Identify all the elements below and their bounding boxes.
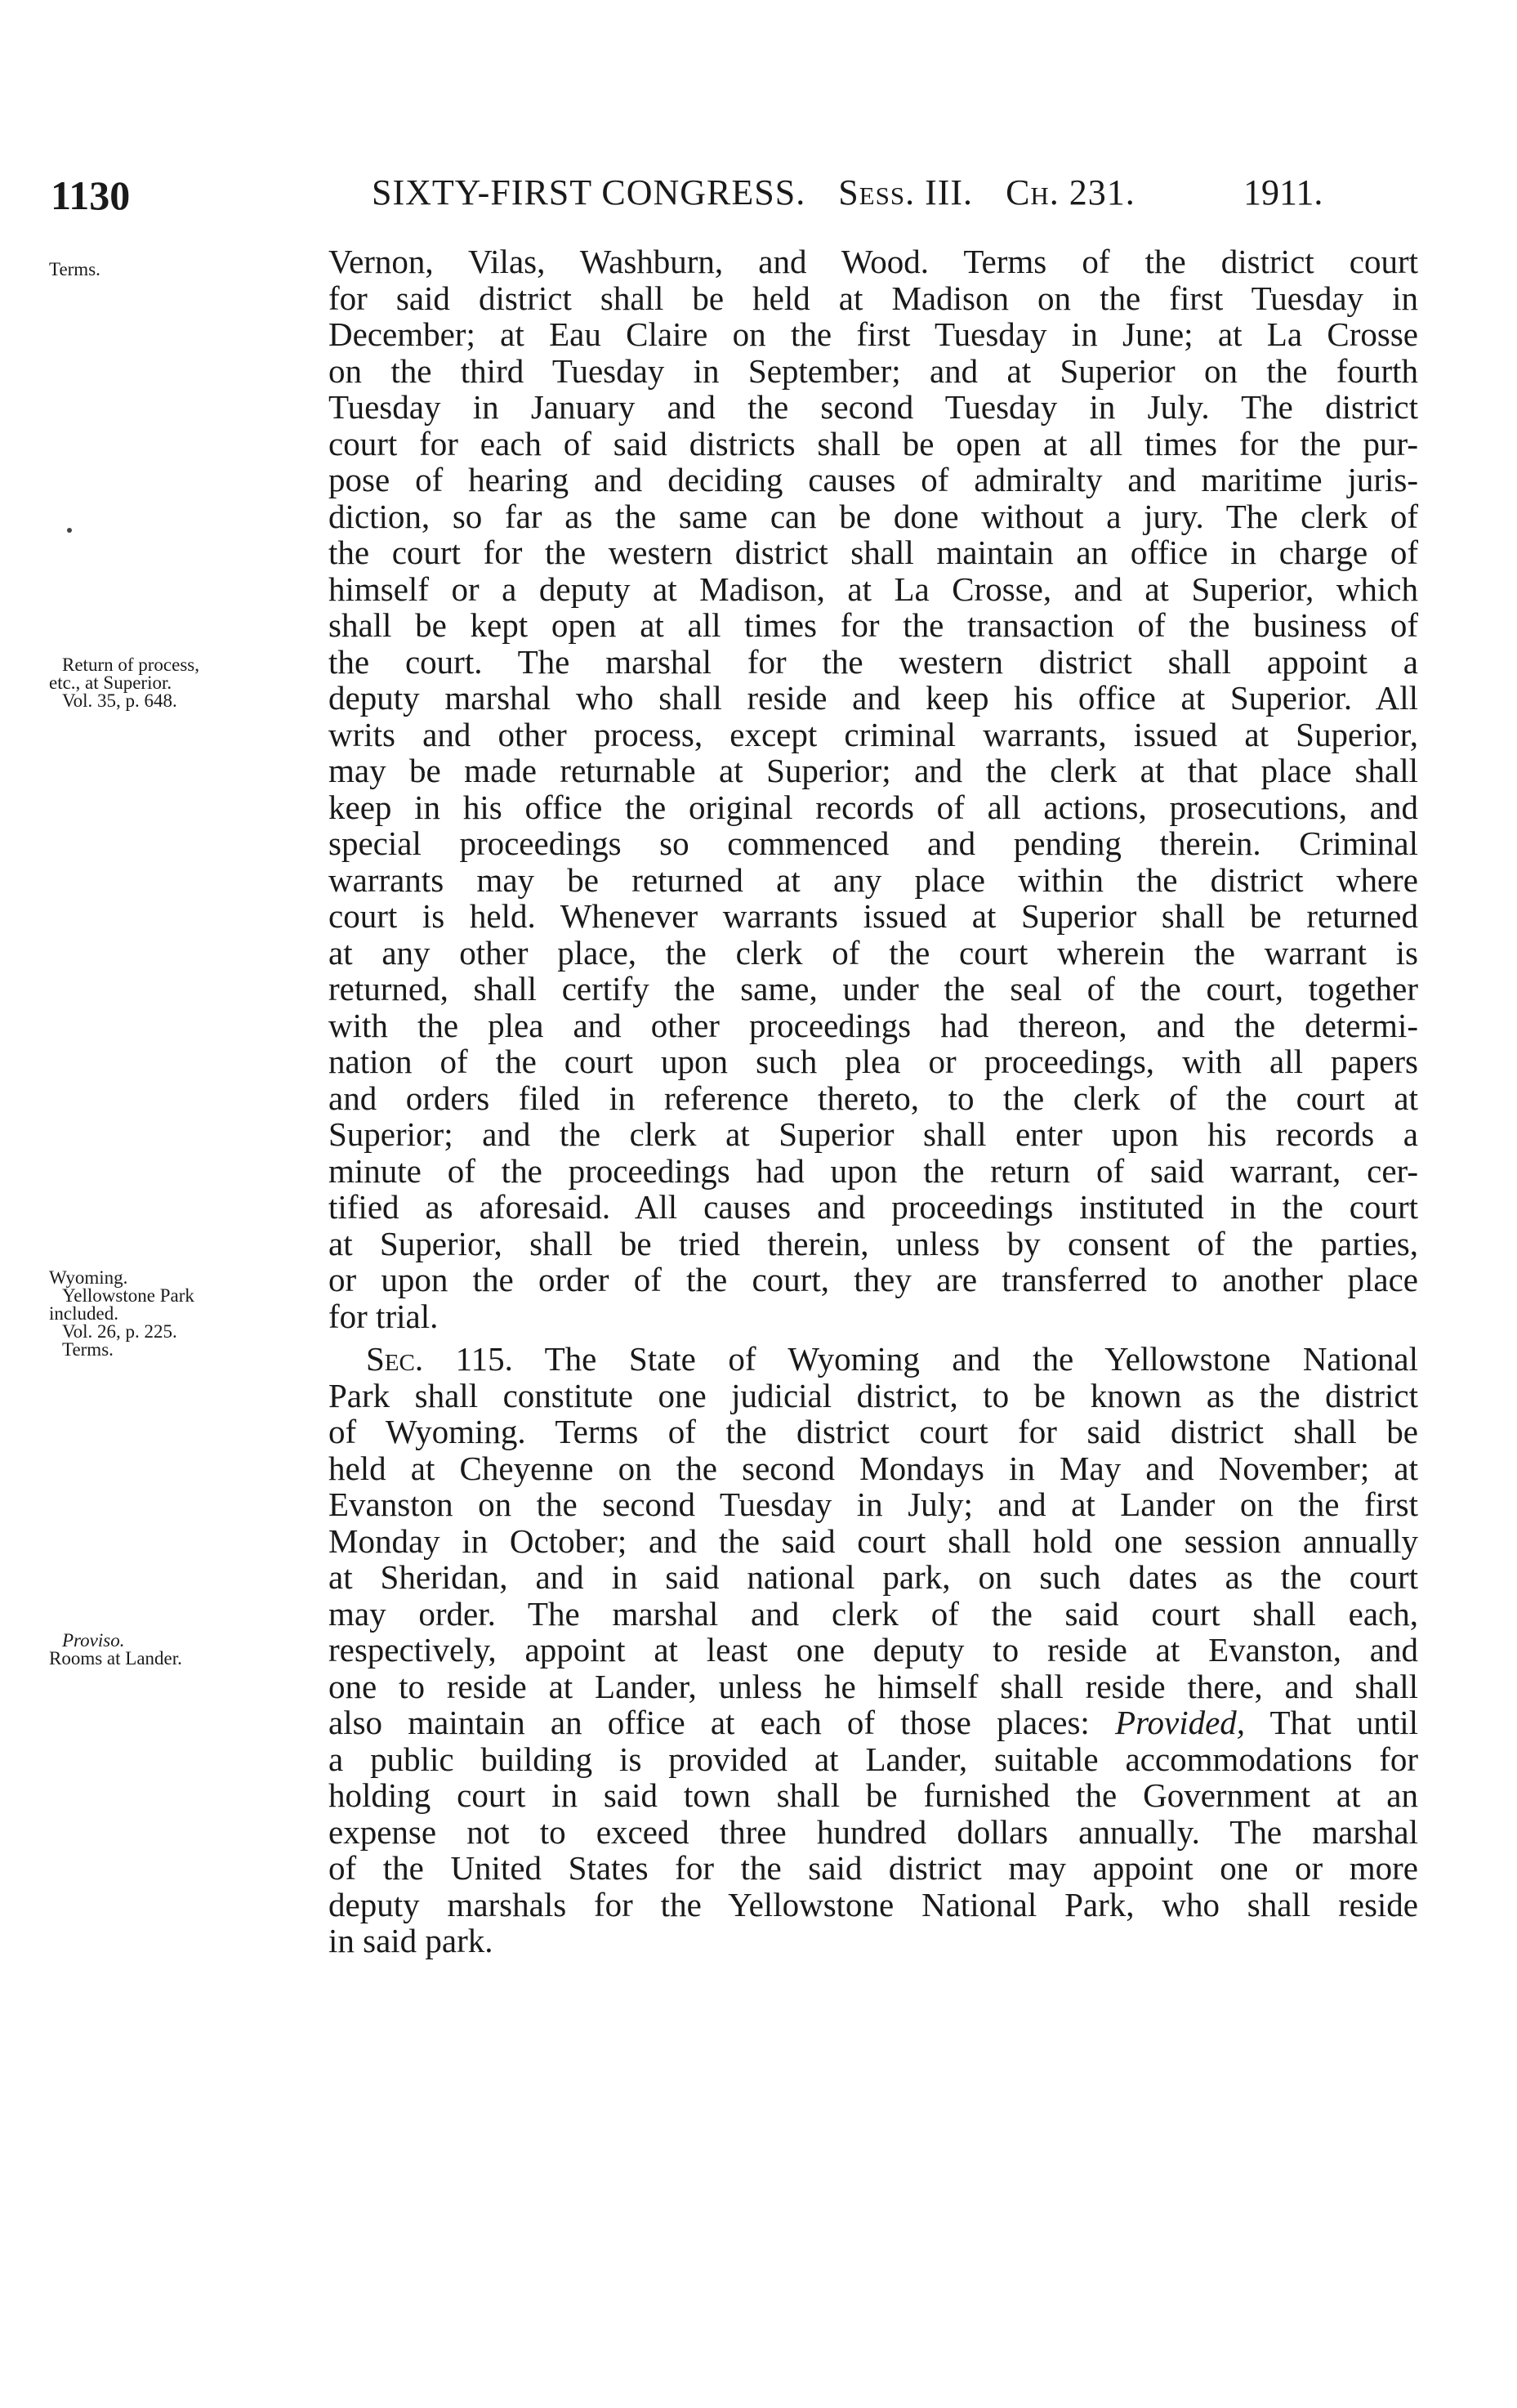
- text-line: the court for the western district shall maintain an office in charge of: [328, 534, 1418, 571]
- body-text: [328, 243, 1418, 1959]
- margin-note-included: included.: [49, 1303, 118, 1324]
- year-label: 1911.: [1243, 172, 1323, 212]
- text-line: or upon the order of the court, they are transferred to another place: [328, 1261, 1418, 1298]
- text-line: respectively, appoint at least one deputy to reside at Evanston, and: [328, 1631, 1418, 1669]
- text-line: Park shall constitute one judicial district, to be known as the district: [328, 1376, 1418, 1414]
- section-label: Sec. 115.: [366, 1340, 513, 1378]
- text-line: Superior; and the clerk at Superior shall enter upon his records a: [328, 1115, 1418, 1153]
- margin-note-yellowstone-park: Yellowstone Park: [62, 1285, 194, 1306]
- text-line: may be made returnable at Superior; and the clerk at that place shall: [328, 752, 1418, 789]
- text-line: of Wyoming. Terms of the district court for said district shall be: [328, 1413, 1418, 1450]
- text-line: himself or a deputy at Madison, at La Crosse, and at Superior, which: [328, 570, 1418, 608]
- text-line: December; at Eau Claire on the first Tuesday in June; at La Crosse: [328, 315, 1418, 353]
- text-line: minute of the proceedings had upon the return of said warrant, cer-: [328, 1151, 1418, 1190]
- text-line: court for each of said districts shall be open at all times for the pur-: [328, 424, 1418, 462]
- text-line: of the United States for the said district may appoint one or more: [328, 1849, 1418, 1887]
- text-line: at Superior, shall be tried therein, unless by consent of the parties,: [328, 1224, 1418, 1262]
- text-line: diction, so far as the same can be done without a jury. The clerk of: [328, 497, 1418, 535]
- running-title: [372, 172, 1136, 213]
- text-line: at any other place, the clerk of the court wherein the warrant is: [328, 933, 1418, 972]
- text-line: one to reside at Lander, unless he himself shall reside there, and shall: [328, 1667, 1418, 1705]
- text-line: special proceedings so commenced and pending therein. Criminal: [328, 824, 1418, 862]
- text-line: held at Cheyenne on the second Mondays in May and November; at: [328, 1449, 1418, 1487]
- text-line: court is held. Whenever warrants issued at Superior shall be returned: [328, 897, 1418, 935]
- margin-note-vol-35: Vol. 35, p. 648.: [62, 690, 177, 711]
- chapter-label: Ch. 231.: [1006, 172, 1136, 212]
- text-line: the court. The marshal for the western district shall appoint a: [328, 642, 1418, 681]
- text-line: Vernon, Vilas, Washburn, and Wood. Terms of the district court: [328, 243, 1418, 280]
- congress-title: SIXTY-FIRST CONGRESS.: [372, 172, 806, 212]
- text-line: nation of the court upon such plea or proceedings, with all papers: [328, 1043, 1418, 1080]
- text-line: holding court in said town shall be furnished the Government at an: [328, 1776, 1418, 1814]
- text-line: returned, shall certify the same, under the seal of the court, together: [328, 970, 1418, 1007]
- section-115-first-line: Sec. 115. The State of Wyoming and the Yellowstone National: [366, 1340, 1418, 1378]
- text-line: may order. The marshal and clerk of the said court shall each,: [328, 1594, 1418, 1633]
- text-line: Tuesday in January and the second Tuesday in July. The district: [328, 388, 1418, 426]
- margin-note-wyoming: Wyoming.: [49, 1267, 128, 1288]
- margin-note-vol-26: Vol. 26, p. 225.: [62, 1321, 177, 1342]
- proviso-line: also maintain an office at each of those places: Provided, That until: [328, 1704, 1419, 1741]
- text-line: pose of hearing and deciding causes of admiralty and maritime juris-: [328, 461, 1418, 498]
- text-line: shall be kept open at all times for the transaction of the business of: [328, 606, 1418, 644]
- text-line: at Sheridan, and in said national park, on such dates as the court: [328, 1558, 1418, 1596]
- text-line: Monday in October; and the said court shall hold one session annually: [328, 1521, 1418, 1560]
- text-line: with the plea and other proceedings had thereon, and the determi-: [328, 1006, 1418, 1044]
- provided-word: Provided,: [1115, 1704, 1246, 1741]
- margin-note-rooms-at-lander: Rooms at Lander.: [49, 1648, 182, 1669]
- text-line: a public building is provided at Lander, suitable accommodations for: [328, 1740, 1418, 1778]
- text-line: in said park.: [328, 1922, 493, 1959]
- paragraph-wyoming-cont: [328, 1741, 1418, 1959]
- paragraph-districts: [328, 243, 1418, 1334]
- margin-note-return-of-process: Return of process,: [62, 654, 199, 675]
- text-line: for said district shall be held at Madison on the first Tuesday in: [328, 279, 1418, 317]
- margin-dot: [67, 528, 72, 533]
- paragraph-wyoming: [328, 1378, 1418, 1705]
- text-line: on the third Tuesday in September; and at Superior on the fourth: [328, 351, 1418, 390]
- text-line: for trial.: [328, 1297, 439, 1335]
- margin-note-etc-at-superior: etc., at Superior.: [49, 672, 172, 693]
- text-line: and orders filed in reference thereto, to the clerk of the court at: [328, 1079, 1418, 1117]
- text-line: expense not to exceed three hundred dollars annually. The marshal: [328, 1812, 1418, 1851]
- session-label: Sess. III.: [838, 172, 974, 212]
- text-line: writs and other process, except criminal warrants, issued at Superior,: [328, 715, 1418, 753]
- text-line: keep in his office the original records of all actions, prosecutions, and: [328, 788, 1418, 826]
- margin-note-proviso: Proviso.: [62, 1630, 125, 1651]
- text-line: tified as aforesaid. All causes and proceedings instituted in the court: [328, 1188, 1418, 1226]
- text-line: warrants may be returned at any place within the district where: [328, 860, 1418, 899]
- text-line: deputy marshal who shall reside and keep his office at Superior. All: [328, 679, 1418, 717]
- margin-note-terms: Terms.: [49, 259, 100, 279]
- page-number: 1130: [51, 172, 131, 218]
- text-line: Evanston on the second Tuesday in July; and at Lander on the first: [328, 1485, 1418, 1523]
- margin-note-terms-2: Terms.: [62, 1339, 114, 1360]
- text-line: deputy marshals for the Yellowstone National Park, who shall reside: [328, 1885, 1418, 1923]
